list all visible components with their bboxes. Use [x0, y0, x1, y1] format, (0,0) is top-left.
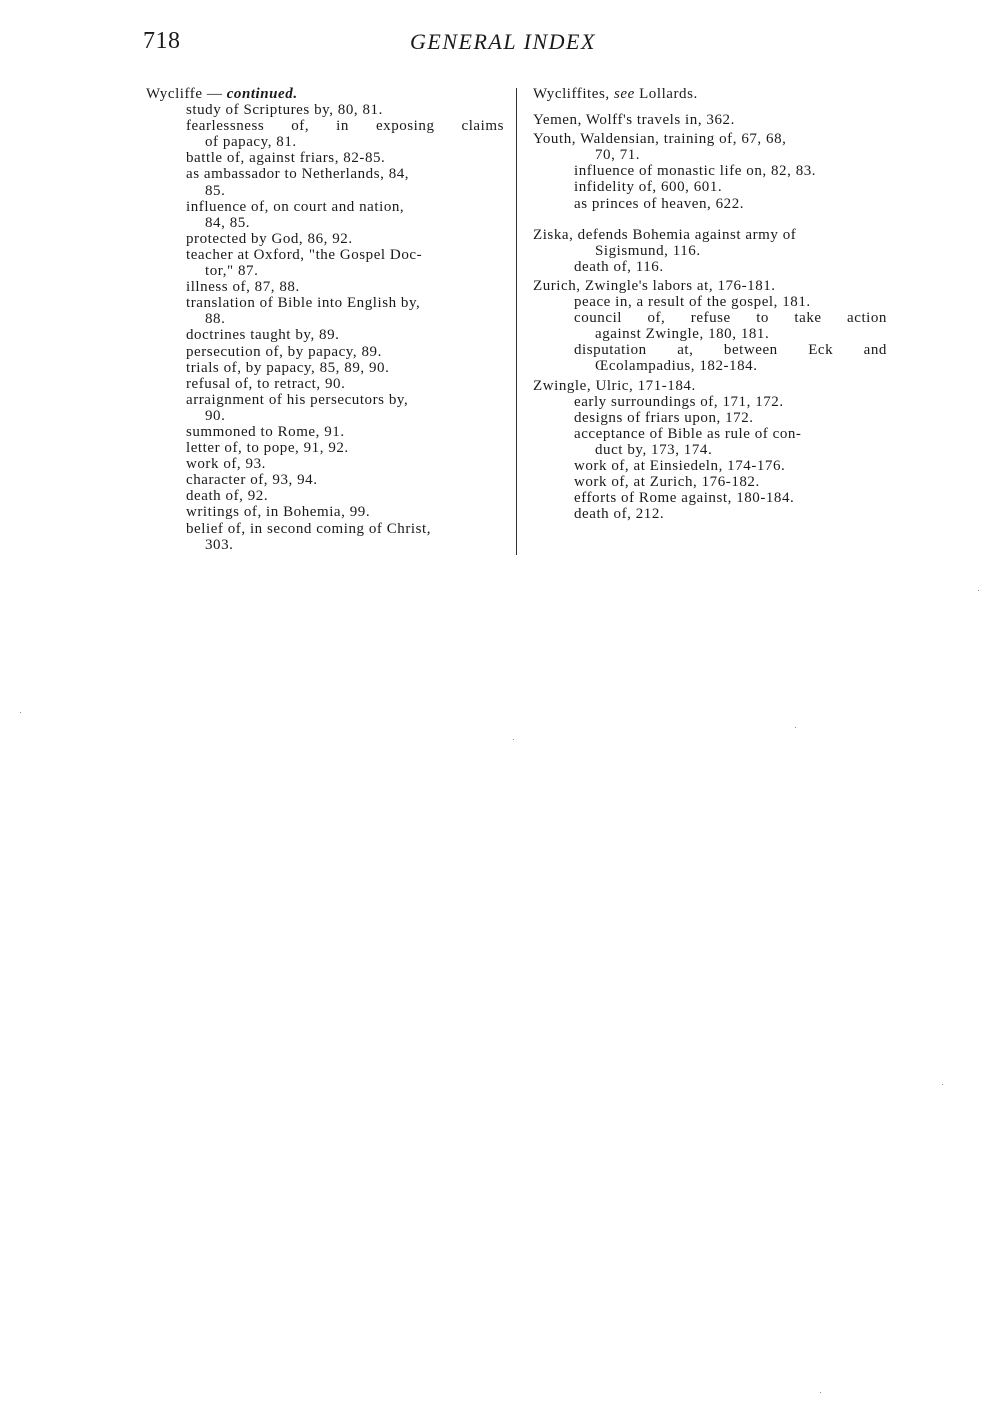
subentry: character of, 93, 94. [186, 472, 318, 489]
index-entry-zwingle: Zwingle, Ulric, 171-184. [533, 377, 696, 394]
scan-speck [795, 727, 796, 728]
subentry: death of, 116. [574, 258, 664, 275]
index-entry-yemen: Yemen, Wolff's travels in, 362. [533, 112, 735, 129]
scan-speck [978, 590, 979, 591]
subentry-continuation: 90. [205, 407, 226, 424]
subentry: council of, refuse to take action [574, 310, 887, 327]
scan-speck [942, 1084, 943, 1085]
subentry: doctrines taught by, 89. [186, 327, 340, 344]
subentry: writings of, in Bohemia, 99. [186, 504, 371, 521]
subentry: influence of, on court and nation, [186, 198, 405, 215]
subentry-continuation: 88. [205, 311, 226, 328]
scan-speck [513, 739, 514, 740]
index-column-right [533, 86, 887, 522]
subentry: efforts of Rome against, 180-184. [574, 490, 795, 507]
subentry-continuation: of papacy, 81. [205, 134, 297, 151]
subentry: work of, at Zurich, 176-182. [574, 474, 760, 491]
subentry: illness of, 87, 88. [186, 279, 300, 296]
index-entry-zurich: Zurich, Zwingle's labors at, 176-181. [533, 277, 776, 294]
subentry: persecution of, by papacy, 89. [186, 343, 382, 360]
subentry: arraignment of his persecutors by, [186, 391, 409, 408]
subentry: letter of, to pope, 91, 92. [186, 440, 349, 457]
see-label: see [613, 86, 635, 102]
subentry: translation of Bible into English by, [186, 295, 421, 312]
subentry-continuation: Œcolampadius, 182-184. [595, 358, 758, 375]
subentry-continuation: 84, 85. [205, 214, 251, 231]
entry-continuation: 70, 71. [595, 147, 641, 164]
subentry: fearlessness of, in exposing claims [186, 118, 504, 135]
subentry-continuation: against Zwingle, 180, 181. [595, 326, 770, 343]
subentry: summoned to Rome, 91. [186, 423, 345, 440]
subentry: trials of, by papacy, 85, 89, 90. [186, 359, 390, 376]
subentry: battle of, against friars, 82-85. [186, 150, 386, 167]
subentry: influence of monastic life on, 82, 83. [574, 163, 817, 180]
heading-name: Wycliffe [146, 86, 203, 102]
subentry: protected by God, 86, 92. [186, 230, 353, 247]
subentry: work of, at Einsiedeln, 174-176. [574, 457, 786, 474]
subentry: infidelity of, 600, 601. [574, 179, 723, 196]
page-number: 718 [143, 28, 181, 54]
subentry: disputation at, between Eck and [574, 342, 887, 359]
subentry: as ambassador to Netherlands, 84, [186, 166, 410, 183]
column-divider [516, 88, 517, 555]
index-column-left [146, 86, 504, 553]
entry-continuation: Sigismund, 116. [595, 242, 701, 259]
subentry-continuation: 303. [205, 536, 234, 553]
index-entry-ziska: Ziska, defends Bohemia against army of [533, 226, 797, 243]
subentry: acceptance of Bible as rule of con- [574, 425, 802, 442]
subentry: designs of friars upon, 172. [574, 409, 754, 426]
scan-speck [820, 1392, 821, 1393]
continued-label: continued. [226, 86, 298, 102]
subentry: early surroundings of, 171, 172. [574, 393, 784, 410]
subentry-continuation: duct by, 173, 174. [595, 441, 713, 458]
entry-main: Wycliffites, [533, 86, 610, 102]
subentry: work of, 93. [186, 456, 266, 473]
subentry: death of, 92. [186, 488, 269, 505]
subentry-continuation: tor," 87. [205, 263, 259, 280]
cross-reference: Lollards. [639, 86, 698, 102]
subentry: refusal of, to retract, 90. [186, 375, 346, 392]
index-entry-heading: Wycliffe — continued. [146, 86, 298, 102]
scan-speck [20, 712, 21, 713]
running-head: GENERAL INDEX [410, 29, 596, 54]
subentry-continuation: 85. [205, 182, 226, 199]
subentry: teacher at Oxford, "the Gospel Doc- [186, 246, 423, 263]
subentry: study of Scriptures by, 80, 81. [186, 102, 383, 119]
subentry: as princes of heaven, 622. [574, 195, 745, 212]
subentry: peace in, a result of the gospel, 181. [574, 294, 811, 311]
subentry: death of, 212. [574, 506, 665, 523]
index-entry-wycliffites [533, 86, 887, 102]
index-entry-youth: Youth, Waldensian, training of, 67, 68, [533, 131, 787, 148]
subentry: belief of, in second coming of Christ, [186, 520, 432, 537]
